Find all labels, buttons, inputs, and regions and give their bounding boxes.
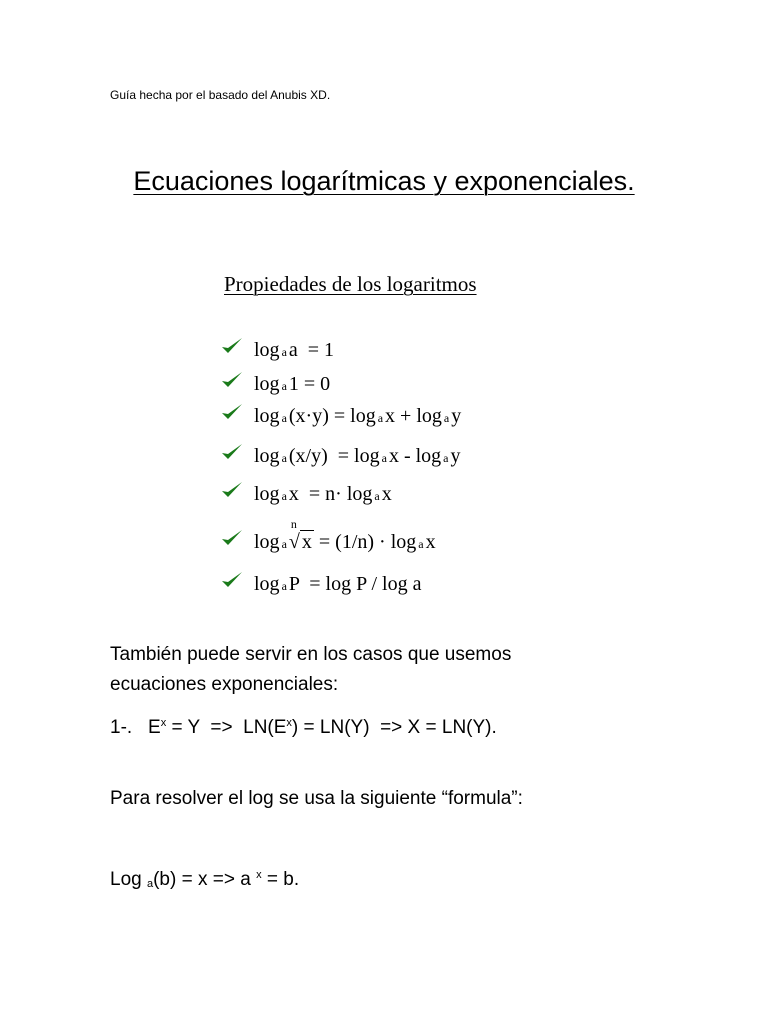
property-2 <box>220 370 330 396</box>
checkmark-icon <box>220 570 244 590</box>
prop-log: log <box>254 573 280 595</box>
prop-base: a <box>377 411 384 425</box>
prop-base: a <box>281 451 287 465</box>
figure-title: Propiedades de los logaritmos <box>224 272 477 296</box>
formula-exponent: x <box>256 869 262 881</box>
prop-base: a <box>281 537 287 551</box>
example-exponent: x <box>286 717 292 729</box>
prop-mid: (x/y) = log <box>288 445 380 467</box>
formula-end: = b. <box>261 869 300 890</box>
prop-base: a <box>281 345 287 359</box>
example-end: ) = LN(Y) => X = LN(Y). <box>291 717 497 738</box>
prop-base: a <box>443 451 449 465</box>
prop-log: log <box>254 445 280 467</box>
author-credit: Guía hecha por el basado del Anubis XD. <box>110 88 331 102</box>
prop-rest: y <box>450 445 461 467</box>
prop-base: a <box>443 411 450 425</box>
prop-mid: = (1/n) · log <box>313 531 417 553</box>
prop-log: log <box>254 531 280 553</box>
nth-root: n √ x <box>288 517 312 553</box>
prop-log: log <box>254 405 280 427</box>
prop-rest: a = 1 <box>288 339 335 361</box>
prop-mid: x + log <box>385 405 442 427</box>
formula-base: a <box>146 878 154 890</box>
prop-mid: P = log P / log a <box>288 573 422 595</box>
checkmark-icon <box>220 442 244 462</box>
prop-base: a <box>281 489 287 503</box>
prop-base: a <box>381 451 387 465</box>
property-6 <box>220 517 436 554</box>
prop-log: log <box>254 339 280 361</box>
property-5 <box>220 480 392 506</box>
radicand: x <box>301 531 312 553</box>
example-mid: = Y => LN(E <box>166 717 287 738</box>
prop-mid: (x·y) = log <box>288 405 376 427</box>
example-exponent: x <box>160 717 167 729</box>
property-3 <box>220 402 461 428</box>
paragraph-2: Para resolver el log se usa la siguiente “formula”: <box>110 788 523 809</box>
prop-rest: y <box>451 405 462 427</box>
prop-base: a <box>418 537 424 551</box>
checkmark-icon <box>220 480 244 500</box>
property-1 <box>220 336 334 362</box>
formula-log: Log <box>110 869 147 890</box>
prop-rest: x <box>381 483 392 505</box>
paragraph-1 <box>110 640 511 700</box>
checkmark-icon <box>220 402 244 422</box>
page-title: Ecuaciones logarítmicas y exponenciales. <box>133 166 635 196</box>
prop-rest: x <box>425 531 436 553</box>
prop-base: a <box>374 489 380 503</box>
log-formula <box>110 860 299 899</box>
prop-base: a <box>281 411 287 425</box>
prop-base: a <box>281 579 287 593</box>
log-properties-figure <box>220 272 540 602</box>
paragraph-1-line-1: También puede servir en los casos que usemos <box>110 644 512 665</box>
paragraph-1-line-2: ecuaciones exponenciales: <box>110 674 339 695</box>
prop-mid: x - log <box>388 445 442 467</box>
checkmark-icon <box>220 336 244 356</box>
property-7 <box>220 570 421 596</box>
formula-mid: (b) = x => a <box>153 869 257 890</box>
prop-rest: 1 = 0 <box>288 373 331 395</box>
prop-log: log <box>254 483 280 505</box>
exponential-example <box>110 708 497 743</box>
checkmark-icon <box>220 370 244 390</box>
checkmark-icon <box>220 528 244 548</box>
example-prefix: 1-. E <box>110 717 161 738</box>
root-index: n <box>290 517 297 531</box>
prop-log: log <box>254 373 280 395</box>
prop-mid: x = n· log <box>288 483 373 505</box>
property-4 <box>220 442 460 468</box>
prop-base: a <box>281 379 287 393</box>
